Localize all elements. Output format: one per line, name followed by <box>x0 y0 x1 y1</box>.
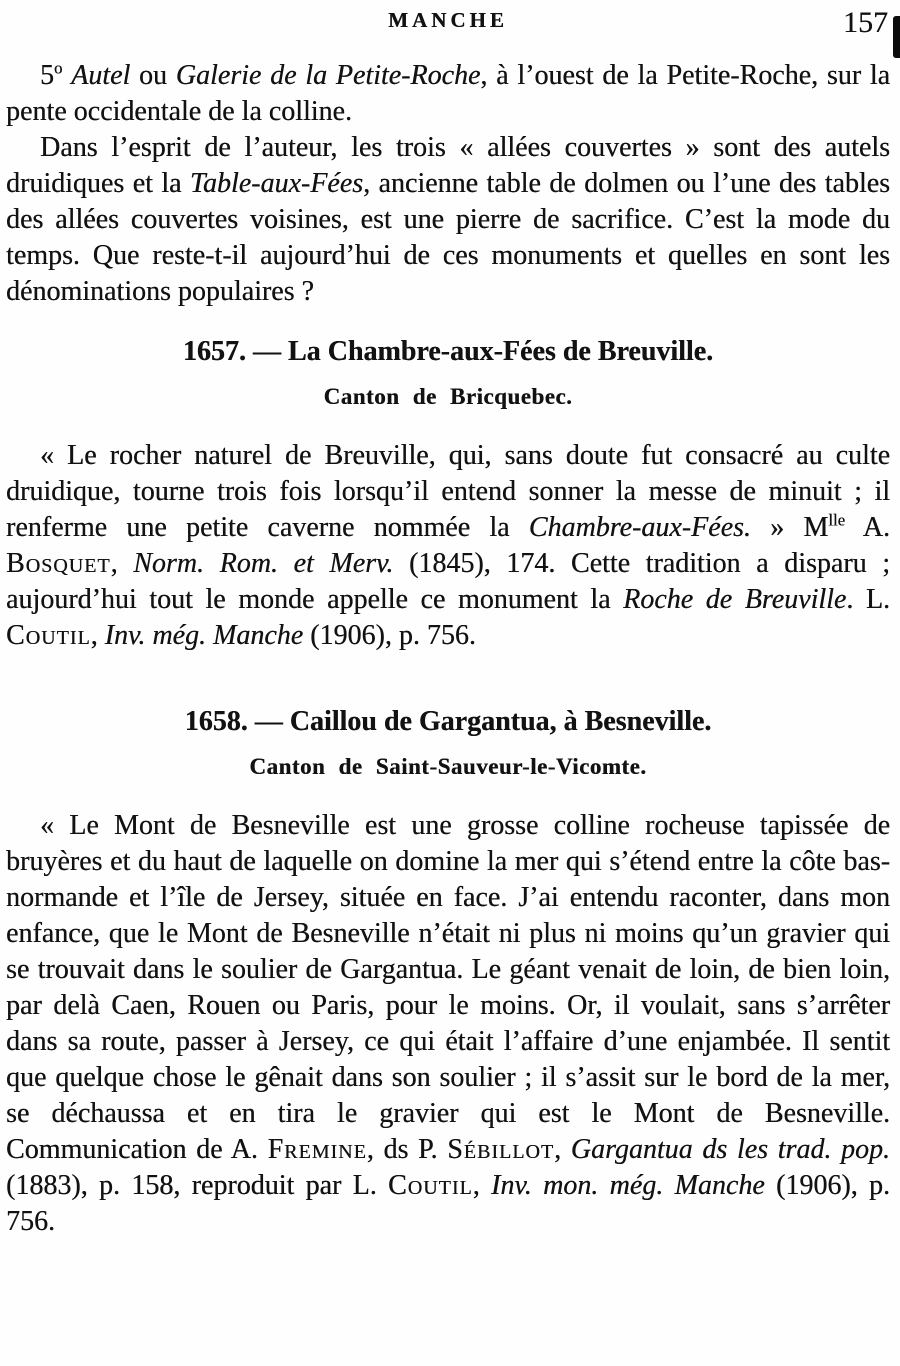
entry-1657-title: 1657. — La Chambre-aux-Fées de Breuville. <box>182 336 714 367</box>
text-run: (1906), p. 756. <box>303 620 476 651</box>
text-run: « Le rocher naturel de Breuville, qui, sans doute fut consacré au culte druidique, tourne trois fois lorsqu’il entend sonner la messe de minuit ; il renferme une petite caverne nommée la <box>6 440 890 543</box>
text-run: , <box>472 1170 492 1201</box>
page-header <box>6 6 890 40</box>
text-run: , à l’ouest de la Petite-Roche, sur la pente occidentale de la colline. <box>6 60 891 127</box>
text-run: (1883), p. 158, reproduit par L. <box>6 1170 389 1201</box>
text-run: Chambre-aux-Fées. <box>528 512 751 543</box>
text-run: Dans l’esprit de l’auteur, les trois « allées couvertes » sont des autels druidiques et la <box>6 132 890 199</box>
text-run: Inv. még. Manche <box>104 620 304 651</box>
text-run: Coutil <box>6 620 91 651</box>
intro-paragraph-2 <box>6 130 890 310</box>
entry-1658-title: 1658. — Caillou de Gargantua, à Besneville. <box>184 706 712 737</box>
text-run: , <box>554 1134 571 1165</box>
text-run: « Le Mont de Besneville est une grosse colline rocheuse tapissée de bruyères et du haut de laquelle on domine la mer qui s’étend entre la côte bas-normande et l’île de Jersey, située en face. J’ai entendu raconter, dans mon enfance, que le Mont de Besneville n’était ni plus ni moins qu’un gravier qui se trouvait dans le soulier de Gargantua. Le géant venait de loin, de bien loin, par delà Caen, Rouen ou Paris, pour le moins. Or, il voulait, sans s’arrêter dans sa route, passer à Jersey, ce qui était l’affaire d’une enjambée. Il sentit que quelque chose le gênait dans son soulier ; il s’assit sur le bord de la mer, se déchaussa et en tira le gravier qui est le Mont de Besneville. Communication de A. <box>6 810 890 1165</box>
text-run: Sébillot <box>447 1134 555 1165</box>
text-run: , ancienne table de dolmen ou l’une des tables des allées couvertes voisines, est une pierre de sacrifice. C’est la mode du temps. Que reste-t-il aujourd’hui de ces monuments et quelles en sont les dénominations populaires ? <box>6 168 891 307</box>
entry-1658 <box>6 706 890 1240</box>
text-run: , <box>90 620 105 651</box>
text-run: Norm. Rom. et Merv. <box>133 548 394 579</box>
text-run: Table-aux-Fées <box>189 168 364 199</box>
text-run <box>62 60 71 91</box>
entry-1657-paragraph <box>6 438 890 654</box>
intro-paragraph-1 <box>6 58 890 130</box>
text-run: A. <box>845 512 890 543</box>
text-run: Autel <box>71 60 131 91</box>
text-run: , ds P. <box>366 1134 448 1165</box>
text-run: » M <box>750 512 829 543</box>
scan-artifact-ink-mark <box>893 16 900 58</box>
text-run: Bosquet <box>6 548 111 579</box>
text-run: (1845), 174. Cette tradition a disparu ; aujourd’hui tout le monde appelle ce monument la <box>6 548 890 615</box>
text-run: Gargantua ds les trad. pop. <box>570 1134 890 1165</box>
running-title: MANCHE <box>388 8 508 32</box>
page-number: 157 <box>843 6 888 39</box>
text-run: o <box>54 58 63 78</box>
text-run: Coutil <box>388 1170 473 1201</box>
text-run: Inv. mon. még. Manche <box>491 1170 765 1201</box>
entry-1658-paragraph <box>6 808 890 1240</box>
text-run: , <box>110 548 134 579</box>
entry-1657 <box>6 336 890 654</box>
text-run: . L. <box>846 584 891 615</box>
text-run: ou <box>130 60 176 91</box>
text-run: (1906), p. 756. <box>6 1170 891 1237</box>
text-run: Galerie de la Petite-Roche <box>175 60 481 91</box>
text-run: Fremine <box>267 1134 367 1165</box>
entry-1657-canton: Canton de Bricquebec. <box>323 384 573 409</box>
text-run: lle <box>828 510 846 530</box>
text-run: Roche de Breuville <box>623 584 847 615</box>
text-run: 5 <box>40 60 54 91</box>
entry-1658-canton: Canton de Saint-Sauveur-le-Vicomte. <box>249 754 647 779</box>
